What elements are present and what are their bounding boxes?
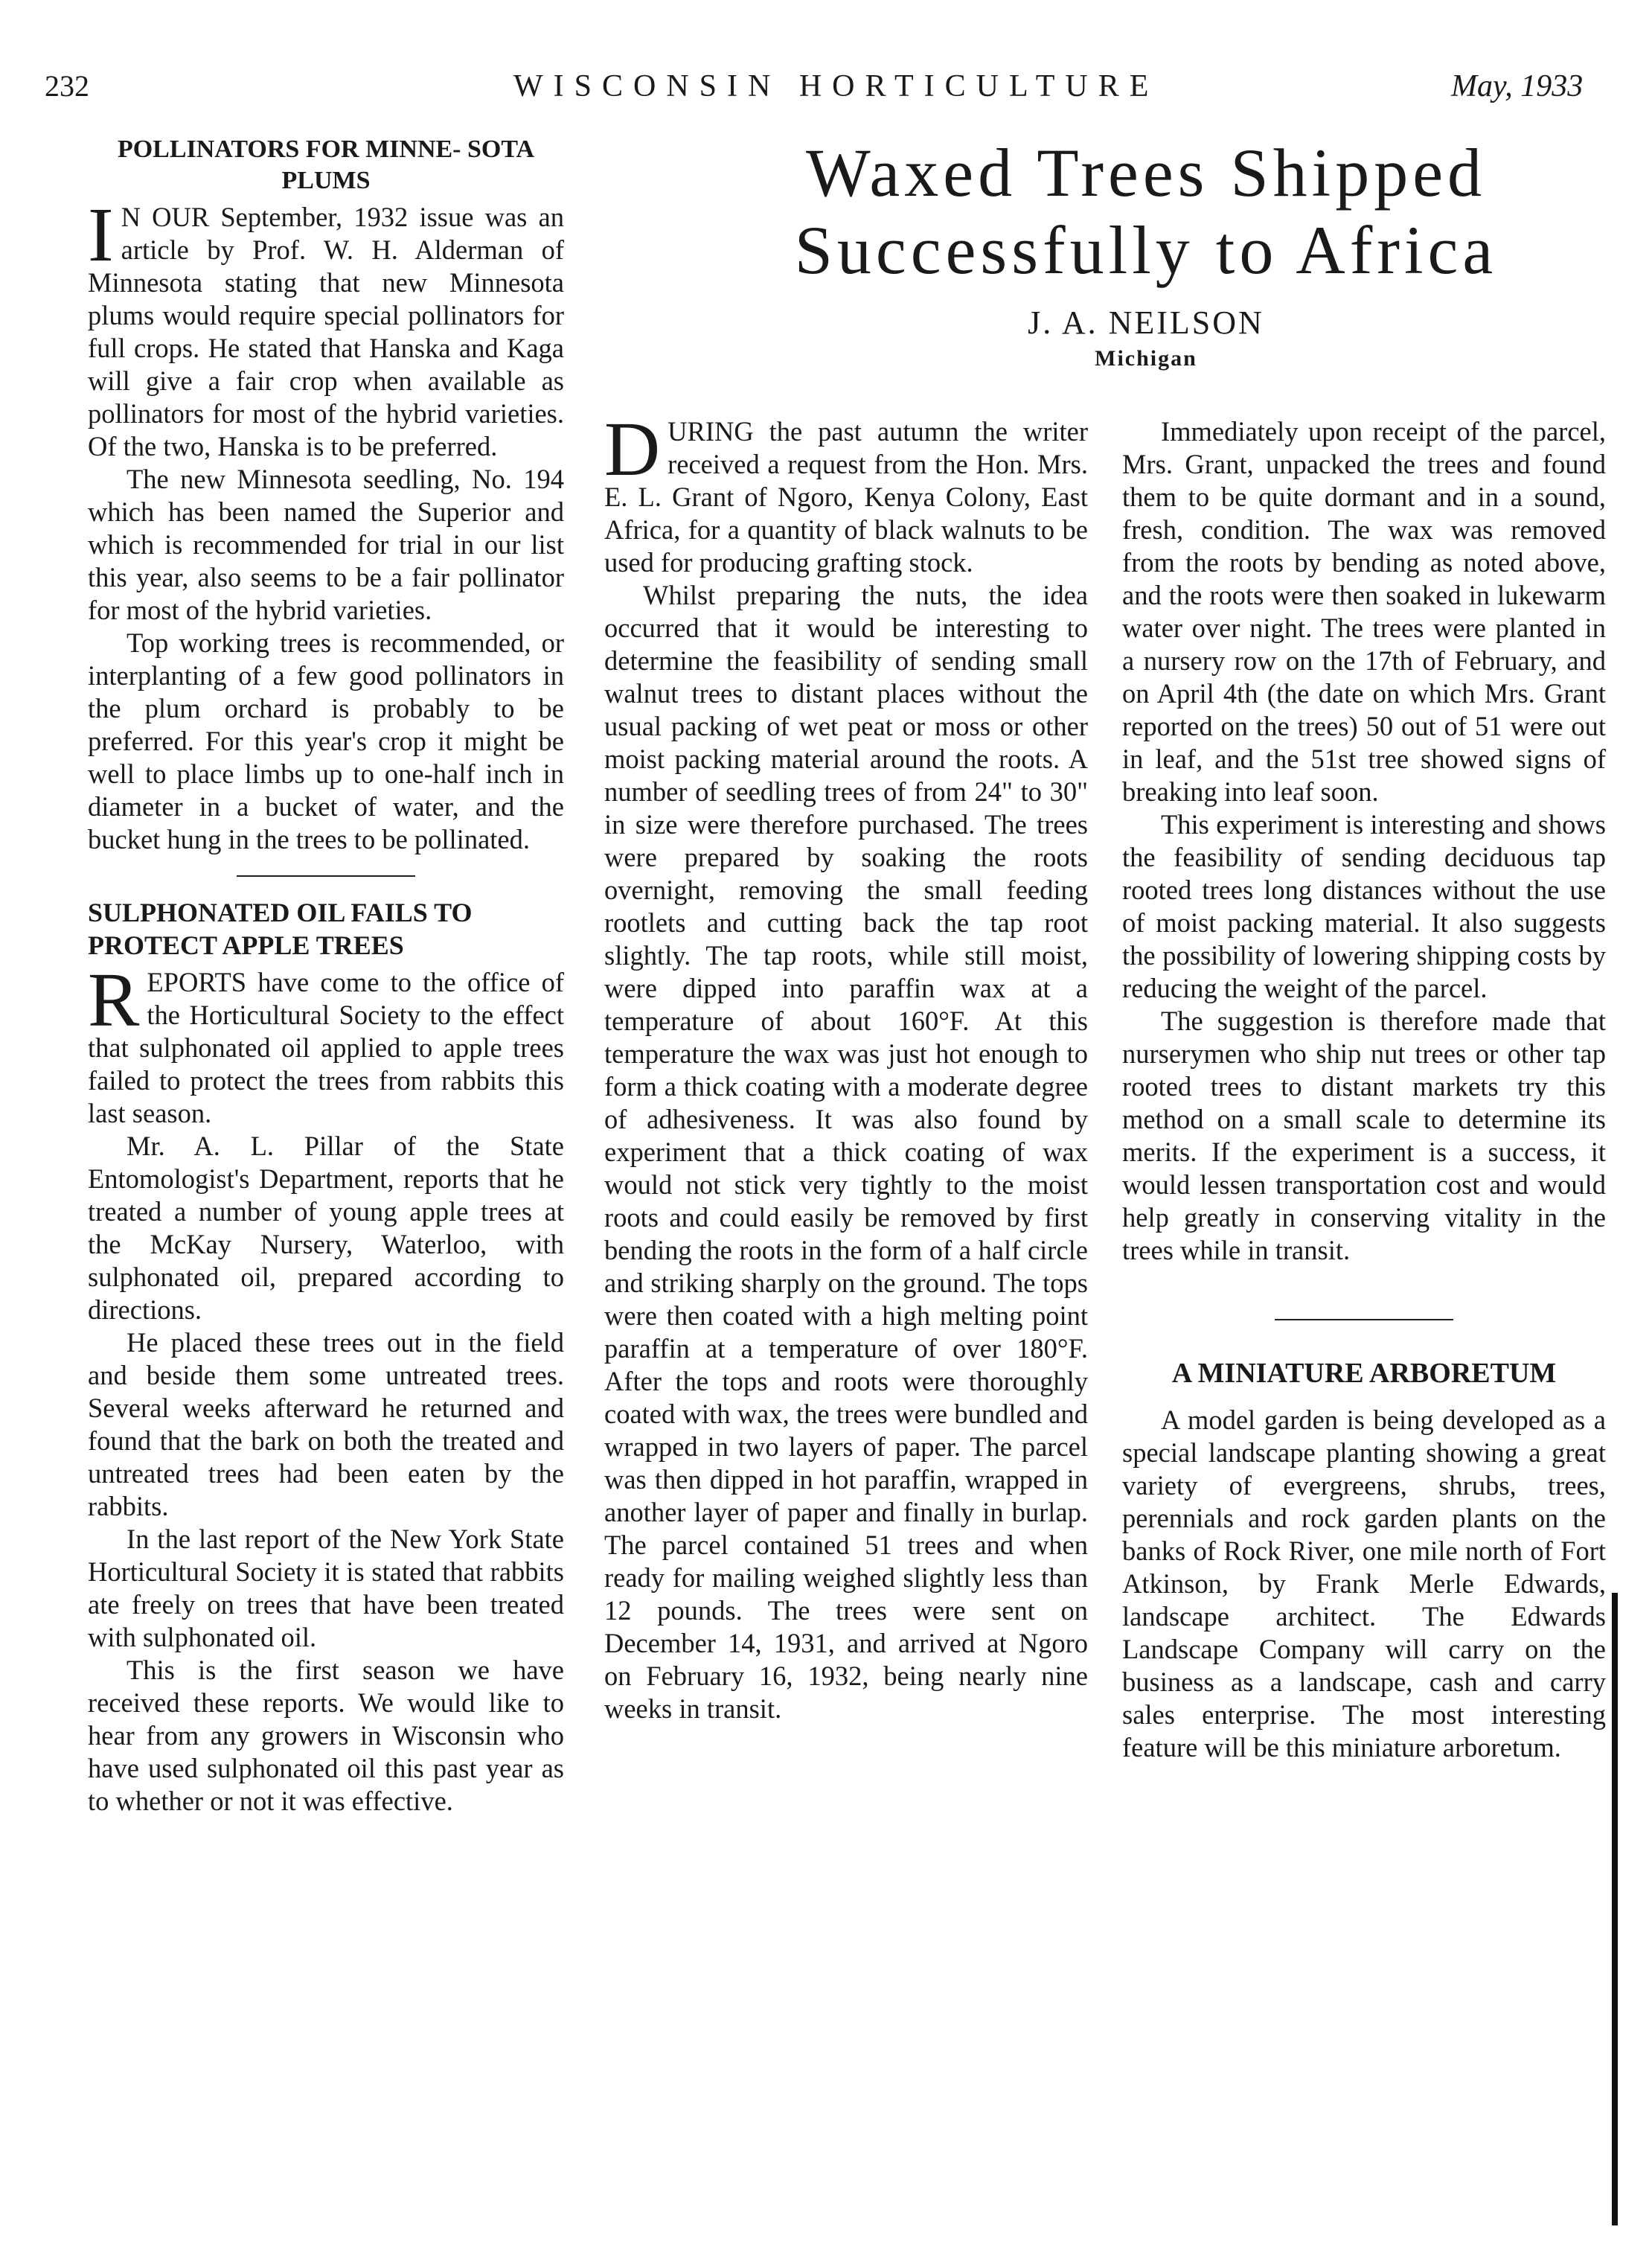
article-pollinators bbox=[88, 134, 564, 856]
article-title-line-1: Waxed Trees Shipped bbox=[805, 135, 1487, 211]
issue-date: May, 1933 bbox=[1451, 69, 1584, 103]
middle-column bbox=[604, 406, 1088, 1725]
dropcap: I bbox=[88, 192, 114, 278]
waxed-paragraph-3: Immediately upon receipt of the parcel, Mrs. Grant, unpacked the trees and found them to be quite dormant and in a sound, fresh, condition. The wax was removed from the roots by bending as noted above, and the roots were then soaked in lukewarm water over night. The trees were planted in a nursery row on the 17th of February, and on April 4th (the date on which Mrs. Grant reported on the trees) 50 out of 51 were out in leaf, and the 51st tree showed signs of breaking into leaf soon. bbox=[1122, 416, 1606, 807]
waxed-paragraph-5: The suggestion is therefore made that nurserymen who ship nut trees or other tap rooted trees to distant markets try this method on a small scale to determine its merits. If the experiment is a success, it would lessen transportation cost and would help greatly in conserving vitality in the trees while in transit. bbox=[1122, 1006, 1606, 1265]
page-edge-mark bbox=[1612, 1593, 1618, 2225]
dropcap: R bbox=[88, 957, 140, 1043]
sulphonated-paragraph-2: Mr. A. L. Pillar of the State Entomologist's Department, reports that he treated a number of young apple trees at the McKay Nursery, Waterloo, with sulphonated oil, prepared according to directions. bbox=[88, 1131, 564, 1325]
pollinators-paragraph-1: I N OUR September, 1932 issue was an article by Prof. W. H. Alderman of Minnesota stating that new Minnesota plums would require special pollinators for full crops. He stated that Hanska and Kaga will give a fair crop when available as pollinators for most of the hybrid varieties. Of the two, Hanska is to be preferred. bbox=[88, 192, 564, 461]
author-byline: J. A. NEILSON bbox=[1028, 304, 1264, 341]
waxed-paragraph-1: DURING the past autumn the writer received a request from the Hon. Mrs. E. L. Grant of Ngoro, Kenya Colony, East Africa, for a quantity of black walnuts to be used for producing grafting stock. bbox=[604, 406, 1088, 578]
left-column bbox=[88, 134, 564, 1818]
article-sulphonated bbox=[88, 896, 564, 1818]
arboretum-heading: A MINIATURE ARBORETUM bbox=[1171, 1358, 1557, 1389]
pollinators-heading: POLLINATORS FOR MINNE- SOTA PLUMS bbox=[117, 135, 535, 194]
pollinators-paragraph-2: The new Minnesota seedling, No. 194 which has been named the Superior and which is recommended for trial in our list this year, also seems to be a fair pollinator for most of the hybrid varieties. bbox=[88, 464, 564, 625]
article-arboretum bbox=[1122, 1358, 1606, 1764]
waxed-paragraph-2: Whilst preparing the nuts, the idea occurred that it would be interesting to determine the feasibility of sending small walnut trees to distant places without the usual packing of wet peat or moss or other moist packing material around the roots. A number of seedling trees of from 24" to 30" in size were therefore purchased. The trees were prepared by soaking the roots overnight, removing the small feeding rootlets and cutting back the tap root slightly. The tap roots, while still moist, were dipped into paraffin wax at a temperature of about 160°F. At this temperature the wax was just hot enough to form a thick coating with a moderate degree of adhesiveness. It was also found by experiment that a thick coating of wax would not stick very tightly to the moist roots and could easily be removed by first bending the roots in the form of a half circle and striking sharply on the ground. The tops were then coated with a high melting point paraffin at a temperature of over 180°F. After the tops and roots were thoroughly coated with wax, the trees were bundled and wrapped in two layers of paper. The parcel was then dipped in hot paraffin, wrapped in another layer of paper and finally in burlap. The parcel contained 51 trees and when ready for mailing weighed slightly less than 12 pounds. The trees were sent on December 14, 1931, and arrived at Ngoro on February 16, 1932, being nearly nine weeks in transit. bbox=[604, 580, 1088, 1724]
divider bbox=[1275, 1319, 1453, 1320]
article-title-line-2: Successfully to Africa bbox=[794, 212, 1498, 288]
pollinators-paragraph-3: Top working trees is recommended, or interplanting of a few good pollinators in the plum orchard is probably to be preferred. For this year's crop it might be well to place limbs up to one-half inch in diameter in a bucket of water, and the bucket hung in the trees to be pollinated. bbox=[88, 627, 564, 854]
author-location: Michigan bbox=[1095, 346, 1197, 371]
sulphonated-heading: SULPHONATED OIL FAILS TO PROTECT APPLE TREES bbox=[88, 898, 473, 960]
dropcap: D bbox=[604, 406, 661, 492]
page-number: 232 bbox=[45, 69, 89, 103]
waxed-trees-title-block bbox=[670, 134, 1622, 371]
sulphonated-paragraph-3: He placed these trees out in the field and beside them some untreated trees. Several weeks afterward he returned and found that the bark on both the treated and untreated trees had been eaten by the rabbits. bbox=[88, 1327, 564, 1521]
divider bbox=[237, 875, 415, 877]
running-header bbox=[0, 0, 1652, 112]
running-title: WISCONSIN HORTICULTURE bbox=[513, 69, 1159, 103]
sulphonated-paragraph-1: REPORTS have come to the office of the Horticultural Society to the effect that sulphonated oil applied to apple trees failed to protect the trees from rabbits this last season. bbox=[88, 957, 564, 1128]
right-column bbox=[1122, 415, 1606, 1764]
arboretum-paragraph-1: A model garden is being developed as a special landscape planting showing a great variety of evergreens, shrubs, trees, perennials and rock garden plants on the banks of Rock River, one mile north of Fort Atkinson, by Frank Merle Edwards, landscape architect. The Edwards Landscape Company will carry on the business as a landscape, cash and carry sales enterprise. The most interesting feature will be this miniature arboretum. bbox=[1122, 1405, 1606, 1763]
sulphonated-paragraph-4: In the last report of the New York State Horticultural Society it is stated that rabbits ate freely on trees that have been treated with sulphonated oil. bbox=[88, 1524, 564, 1652]
waxed-paragraph-4: This experiment is interesting and shows the feasibility of sending deciduous tap rooted trees long distances without the use of moist packing material. It also suggests the possibility of lowering shipping costs by reducing the weight of the parcel. bbox=[1122, 809, 1606, 1003]
sulphonated-paragraph-5: This is the first season we have received these reports. We would like to hear from any growers in Wisconsin who have used sulphonated oil this past year as to whether or not it was effective. bbox=[88, 1655, 564, 1816]
